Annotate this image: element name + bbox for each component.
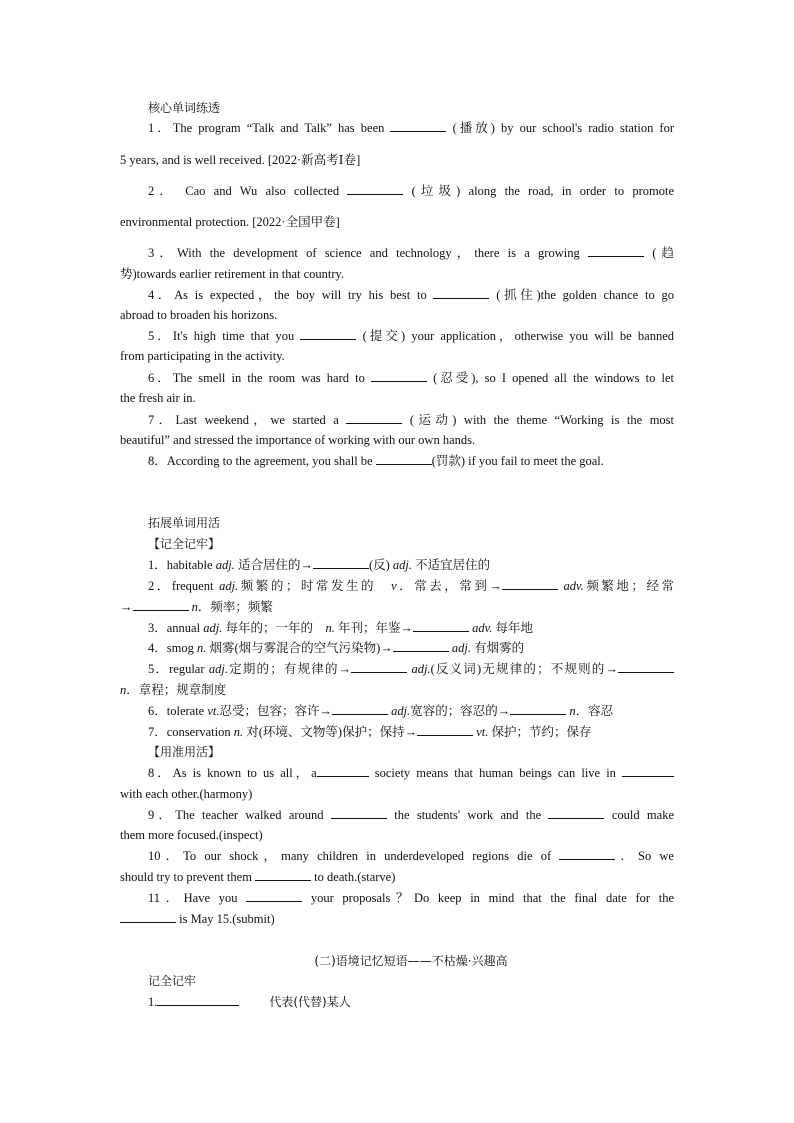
answer-blank[interactable]: [332, 703, 388, 715]
answer-blank[interactable]: [413, 620, 469, 632]
answer-blank[interactable]: [133, 599, 189, 611]
exercise-7-line-2: beautiful” and stressed the importance of working with our own hands.: [120, 433, 476, 447]
answer-blank[interactable]: [548, 807, 604, 819]
exercise-5-line-2: from participating in the activity.: [120, 349, 285, 363]
answer-blank[interactable]: [331, 807, 387, 819]
usage-8-line-2: with each other.(harmony): [120, 787, 253, 801]
answer-blank[interactable]: [347, 183, 403, 195]
exercise-2-line-1: [120, 183, 674, 199]
exercise-text: (运动) with the theme “Working is the most: [409, 413, 675, 427]
answer-blank[interactable]: [376, 453, 432, 465]
answer-blank[interactable]: [346, 412, 402, 424]
exercise-text: 6．The smell in the room was hard to: [148, 371, 371, 385]
exercise-1-line-1: [120, 120, 674, 136]
answer-blank[interactable]: [351, 661, 407, 673]
word-family-3: 3．annual adj. 每年的；一年的 n. 年刊；年鉴→ adv. 每年地: [148, 621, 533, 635]
exercise-text: 4．As is expected，the boy will try his best to: [148, 288, 434, 302]
exercise-text: 3．With the development of science and technology，there is a growing: [148, 246, 588, 260]
exercise-text: 2． Cao and Wu also collected: [148, 184, 348, 198]
exercise-7-line-1: [120, 412, 674, 428]
subsection-usage: 【用准用活】: [148, 745, 221, 759]
exercise-1-line-2: 5 years, and is well received. [2022·新高考Ⅰ卷]: [120, 153, 361, 167]
word-family-6: 6．tolerate vt.忍受；包容；容许→ adj.宽容的；容忍的→ n．容忍: [148, 704, 614, 718]
usage-10-line-1: 10．To our shock，many children in underdeveloped regions die of ．So we: [148, 849, 674, 863]
exercise-text: 5．It's high time that you: [148, 329, 301, 343]
exercise-4-line-2: abroad to broaden his horizons.: [120, 308, 278, 322]
answer-blank[interactable]: [157, 994, 239, 1006]
answer-blank[interactable]: [559, 848, 615, 860]
answer-blank[interactable]: [317, 765, 369, 777]
section-title-core-words: 核心单词练透: [148, 101, 221, 115]
usage-11-line-1: 11．Have you your proposals？Do keep in mind that the final date for the: [148, 891, 674, 905]
exercise-text: (趋: [652, 246, 675, 260]
answer-blank[interactable]: [622, 765, 674, 777]
exercise-3-line-2: 势)towards earlier retirement in that country.: [120, 267, 345, 281]
exercise-6-line-1: [120, 370, 674, 386]
usage-8-line-1: 8．As is known to us all，a society means that human beings can live in: [120, 765, 674, 781]
word-family-1: 1．habitable adj. 适合居住的→ (反) adj. 不适宜居住的: [148, 558, 491, 572]
usage-9-line-2: them more focused.(inspect): [120, 828, 263, 842]
answer-blank[interactable]: [390, 120, 446, 132]
exercise-5-line-1: [120, 328, 674, 344]
answer-blank[interactable]: [246, 890, 302, 902]
answer-blank[interactable]: [417, 724, 473, 736]
section-title-extended-words: 拓展单词用活: [148, 516, 221, 530]
section-title-phrases: (二)语境记忆短语——不枯燥·兴趣高: [314, 954, 508, 968]
answer-blank[interactable]: [300, 328, 356, 340]
word-family-5-line-2: n．章程；规章制度: [120, 683, 227, 697]
exercise-6-line-2: the fresh air in.: [120, 391, 196, 405]
exercise-2-line-2: environmental protection. [2022·全国甲卷]: [120, 215, 340, 229]
answer-blank[interactable]: [120, 911, 176, 923]
phrase-item-1: 1. 代表(代替)某人: [148, 995, 351, 1009]
usage-10-line-2: should try to prevent them to death.(starve): [120, 870, 396, 884]
answer-blank[interactable]: [618, 661, 674, 673]
usage-9-line-1: 9．The teacher walked around the students' work and the could make: [148, 808, 674, 822]
word-family-2-line-2: → n．频率；频繁: [120, 600, 273, 614]
exercise-text: 8．According to the agreement, you shall be: [148, 454, 376, 468]
exercise-3-line-1: [120, 245, 674, 261]
answer-blank[interactable]: [502, 578, 558, 590]
exercise-text: (垃圾) along the road, in order to promote: [411, 184, 674, 198]
usage-11-line-2: is May 15.(submit): [120, 911, 674, 927]
answer-blank[interactable]: [255, 869, 311, 881]
answer-blank[interactable]: [371, 370, 427, 382]
answer-blank[interactable]: [433, 287, 489, 299]
exercise-text: 7．Last weekend，we started a: [148, 413, 347, 427]
exercise-text: 1．The program “Talk and Talk” has been: [148, 121, 391, 135]
exercise-text: (抓住)the golden chance to go: [496, 288, 674, 302]
answer-blank[interactable]: [313, 557, 369, 569]
word-family-5-line-1: 5．regular adj.定期的；有规律的→ adj.(反义词)无规律的；不规则的→: [120, 661, 674, 677]
exercise-8-line-1: [120, 453, 674, 469]
word-family-2-line-1: 2．frequent adj.频繁的；时常发生的 v．常去，常到→ adv.频繁地；经常: [148, 579, 674, 593]
word-family-7: 7．conservation n. 对(环境、文物等)保护；保持→ vt. 保护；节约；保存: [148, 725, 592, 739]
answer-blank[interactable]: [588, 245, 644, 257]
exercise-text: (播放) by our school's radio station for: [452, 121, 674, 135]
exercise-text: (提交) your application，otherwise you will be banned: [362, 329, 674, 343]
exercise-4-line-1: [120, 287, 674, 303]
answer-blank[interactable]: [393, 640, 449, 652]
answer-blank[interactable]: [510, 703, 566, 715]
exercise-text: (忍受), so I opened all the windows to let: [433, 371, 674, 385]
subsection-memorize: 【记全记牢】: [148, 537, 221, 551]
word-family-4: 4．smog n. 烟雾(烟与雾混合的空气污染物)→ adj. 有烟雾的: [148, 641, 525, 655]
exercise-text: (罚款) if you fail to meet the goal.: [431, 454, 604, 468]
subsection-memorize-phrases: 记全记牢: [148, 974, 197, 988]
